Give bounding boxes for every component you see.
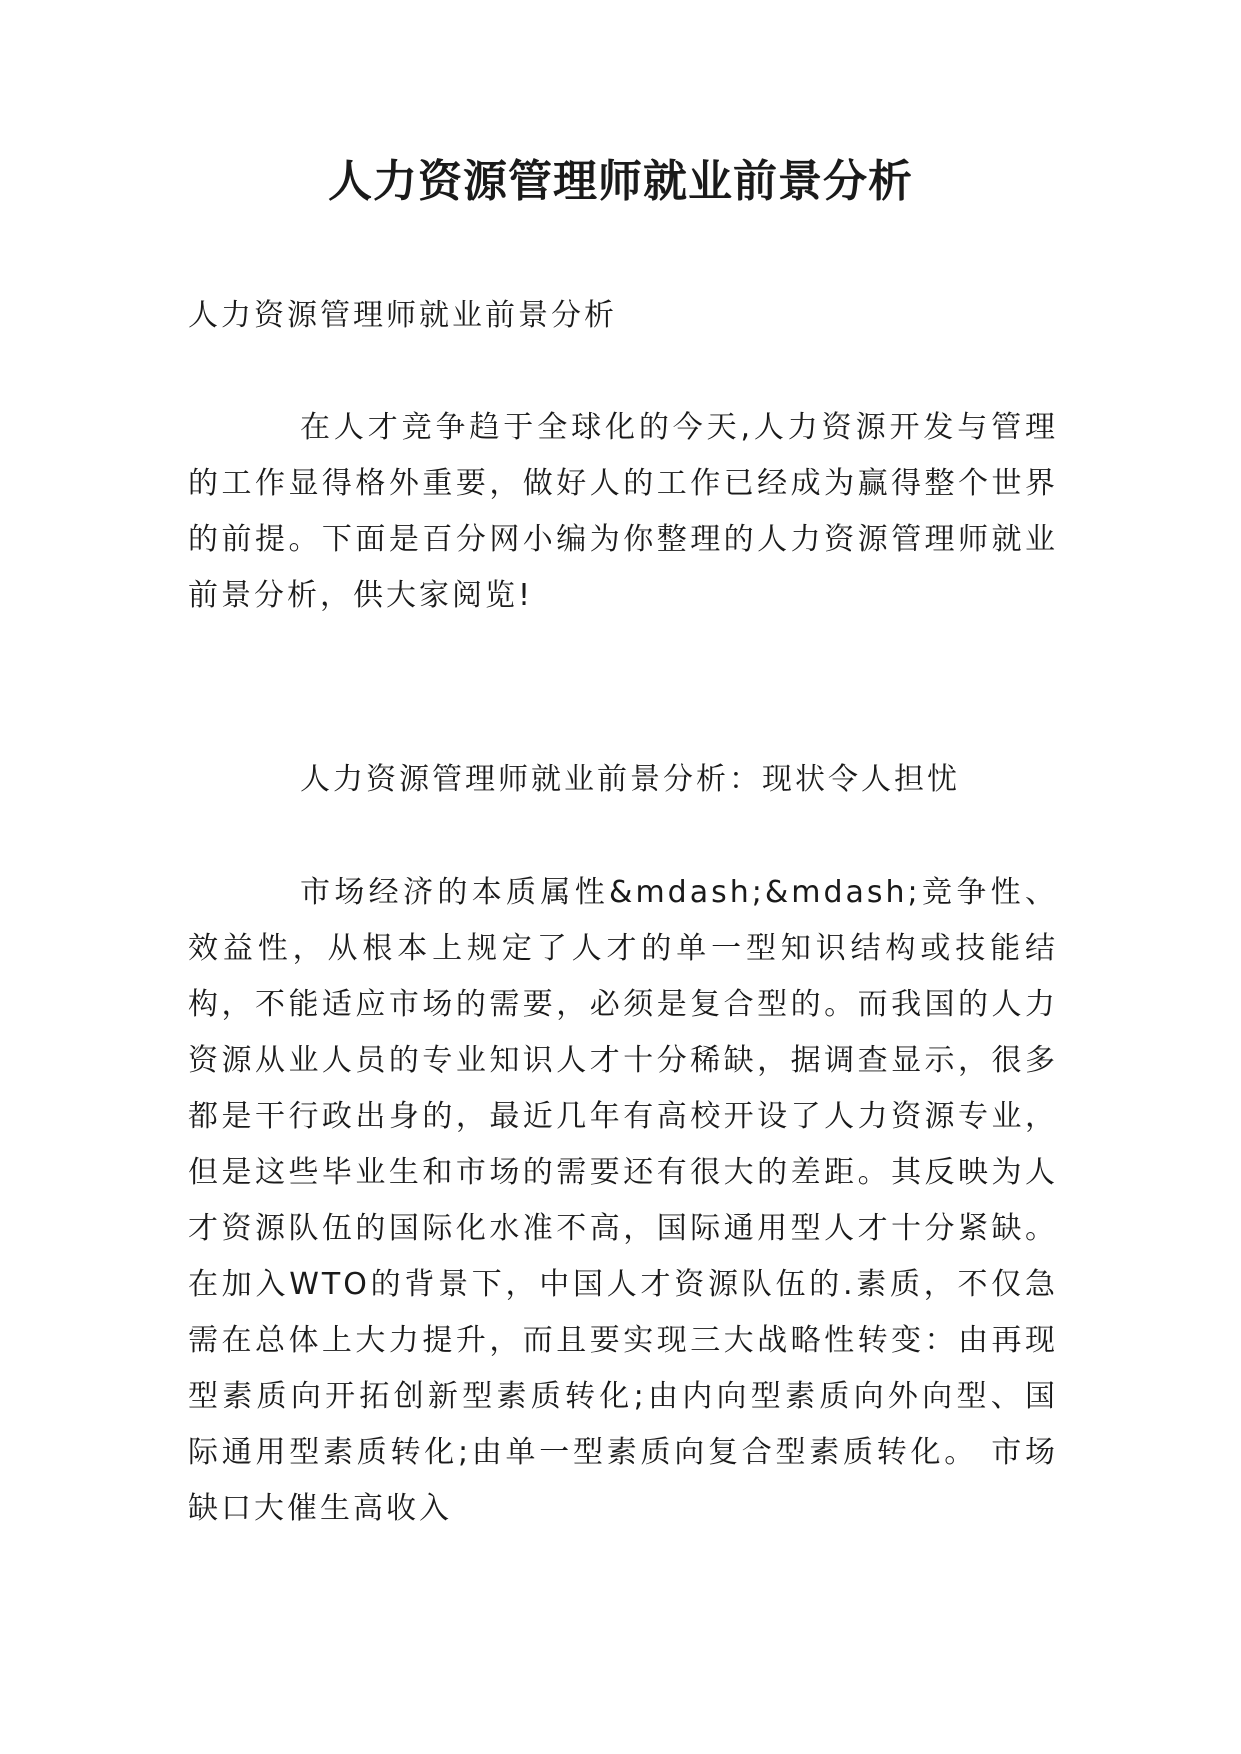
- intro-paragraph: 在人才竞争趋于全球化的今天,人力资源开发与管理的工作显得格外重要，做好人的工作已经成为赢得整个世界的前提。下面是百分网小编为你整理的人力资源管理师就业前景分析，供大家阅览!: [188, 410, 1058, 613]
- document-title: 人力资源管理师就业前景分析: [328, 156, 913, 207]
- section-heading: 人力资源管理师就业前景分析：现状令人担忧: [300, 762, 960, 797]
- document-subtitle: 人力资源管理师就业前景分析: [188, 298, 617, 333]
- section-paragraph: 市场经济的本质属性&mdash;&mdash;竞争性、效益性，从根本上规定了人才的单一型知识结构或技能结构，不能适应市场的需要，必须是复合型的。而我国的人力资源从业人员的专业知识人才十分稀缺，据调查显示，很多都是干行政出身的，最近几年有高校开设了人力资源专业，但是这些毕业生和市场的需要还有很大的差距。其反映为人才资源队伍的国际化水准不高，国际通用型人才十分紧缺。在加入WTO的背景下，中国人才资源队伍的.素质，不仅急需在总体上大力提升，而且要实现三大战略性转变：由再现型素质向开拓创新型素质转化;由内向型素质向外向型、国际通用型素质转化;由单一型素质向复合型素质转化。 市场缺口大催生高收入: [188, 875, 1058, 1526]
